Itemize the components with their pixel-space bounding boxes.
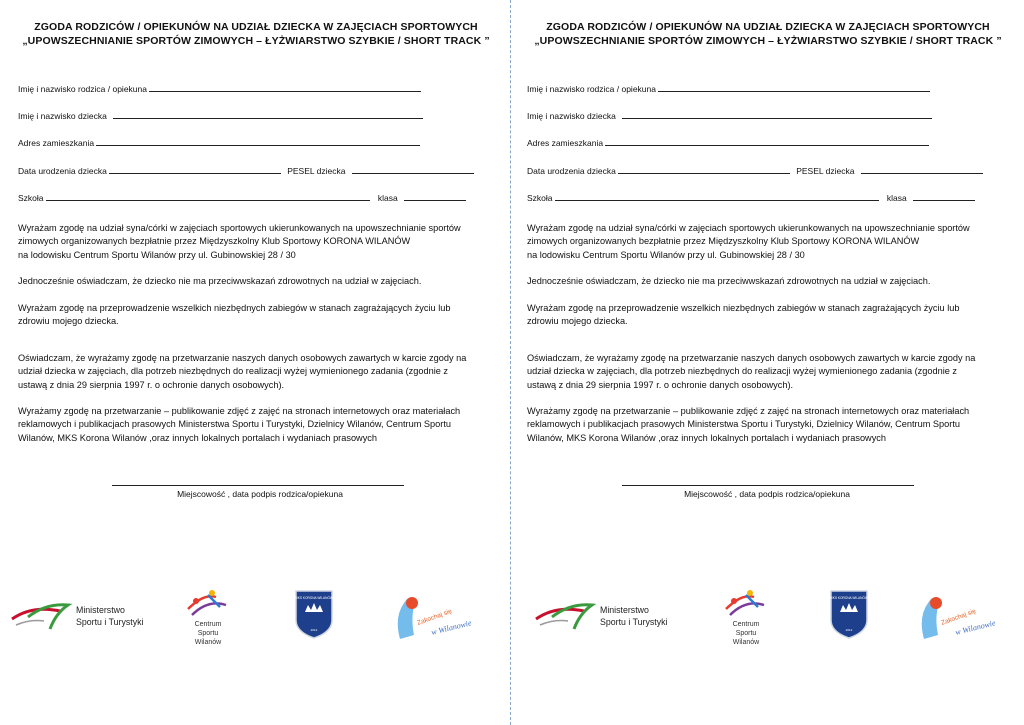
zakochaj-sie-w-wilanowie-logo-icon: [916, 587, 1016, 645]
parent-name-label: Imię i nazwisko rodzica / opiekuna: [527, 84, 656, 94]
medical-consent: Wyrażam zgodę na przeprowadzenie wszelkich niezbędnych zabiegów w stanach zagrażających życiu lub zdrowiu mojego dziecka.: [527, 303, 960, 327]
svg-text:Zakochaj się: Zakochaj się: [416, 607, 453, 627]
signature-label: Miejscowość , data podpis rodzica/opiekuna: [177, 489, 343, 499]
class-label: klasa: [886, 193, 907, 203]
child-name-field[interactable]: [527, 109, 932, 121]
form-copy-right: [512, 0, 1024, 725]
svg-text:w Wilanowie: w Wilanowie: [430, 618, 473, 637]
school-label: Szkoła: [527, 193, 553, 203]
signature-line[interactable]: [622, 485, 914, 486]
ministry-name: Ministerstwo Sportu i Turystyki: [76, 605, 144, 627]
zakochaj-sie-w-wilanowie-logo-icon: [392, 587, 492, 645]
birth-date-field[interactable]: [527, 164, 983, 176]
data-processing-consent: Oświadczam, że wyrażamy zgodę na przetwarzanie naszych danych osobowych zawartych w karcie zgody na udział dziecka w zajęciach, dla potrzeb niezbędnych do realizacji wyżej wymienionego zadania (zgodnie z ustawą z dnia 29 sierpnia 1997 r. o ochronie danych osobowych).: [18, 353, 467, 390]
school-label: Szkoła: [18, 193, 44, 203]
health-statement: Jednocześnie oświadczam, że dziecko nie ma przeciwwskazań zdrowotnych na udział w zajęciach.: [527, 276, 931, 286]
sponsor-logos: [0, 585, 512, 655]
form-title: [512, 20, 1024, 48]
centrum-sportu-logo-icon: [186, 587, 230, 621]
korona-wilanow-badge-icon: [293, 588, 335, 640]
school-field[interactable]: [18, 191, 466, 203]
title-line-2: „UPOWSZECHNIANIE SPORTÓW ZIMOWYCH – ŁYŻWIARSTWO SZYBKIE / SHORT TRACK ”: [22, 35, 490, 47]
svg-text:2012: 2012: [845, 628, 853, 632]
school-field[interactable]: [527, 191, 975, 203]
sponsor-logos: [512, 585, 1024, 655]
centrum-sportu-logo-icon: [724, 587, 768, 621]
parent-name-field[interactable]: [18, 82, 421, 94]
address-label: Adres zamieszkania: [527, 138, 604, 148]
address-label: Adres zamieszkania: [18, 138, 95, 148]
child-name-label: Imię i nazwisko dziecka: [527, 111, 616, 121]
korona-wilanow-badge-icon: [828, 588, 870, 640]
ministry-name: Ministerstwo Sportu i Turystyki: [600, 605, 668, 627]
class-label: klasa: [377, 193, 398, 203]
photo-publication-consent: Wyrażamy zgodę na przetwarzanie – publikowanie zdjęć z zajęć na stronach internetowych oraz materiałach reklamowych i publikacjach prasowych Ministerstwa Sportu i Turystyki, Dzielnicy Wilanów, Centrum Sportu Wilanów, MKS Korona Wilanów ,oraz innych lokalnych portalach i wydaniach prasowych: [18, 406, 461, 443]
title-line-1: ZGODA RODZICÓW / OPIEKUNÓW NA UDZIAŁ DZIECKA W ZAJĘCIACH SPORTOWYCH: [546, 21, 990, 33]
pesel-label: PESEL dziecka: [287, 166, 346, 176]
address-field[interactable]: [18, 136, 420, 148]
child-name-label: Imię i nazwisko dziecka: [18, 111, 107, 121]
health-statement: Jednocześnie oświadczam, że dziecko nie ma przeciwwskazań zdrowotnych na udział w zajęciach.: [18, 276, 422, 286]
birth-date-label: Data urodzenia dziecka: [18, 166, 107, 176]
data-processing-consent: Oświadczam, że wyrażamy zgodę na przetwarzanie naszych danych osobowych zawartych w karcie zgody na udział dziecka w zajęciach, dla potrzeb niezbędnych do realizacji wyżej wymienionego zadania (zgodnie z ustawą z dnia 29 sierpnia 1997 r. o ochronie danych osobowych).: [527, 353, 976, 390]
photo-publication-consent: Wyrażamy zgodę na przetwarzanie – publikowanie zdjęć z zajęć na stronach internetowych oraz materiałach reklamowych i publikacjach prasowych Ministerstwa Sportu i Turystyki, Dzielnicy Wilanów, Centrum Sportu Wilanów, MKS Korona Wilanów ,oraz innych lokalnych portalach i wydaniach prasowych: [527, 406, 970, 443]
signature-line[interactable]: [112, 485, 404, 486]
svg-text:2012: 2012: [310, 628, 318, 632]
centrum-sportu-name: Centrum Sportu Wilanów: [732, 621, 760, 646]
svg-text:Zakochaj się: Zakochaj się: [940, 607, 977, 627]
parent-name-field[interactable]: [527, 82, 930, 94]
consent-paragraph-1: Wyrażam zgodę na udział syna/córki w zajęciach sportowych ukierunkowanych na upowszechnianie sportów zimowych organizowanych bezpłatnie przez Międzyszkolny Klub Sportowy KORONA WILANÓW na lodowisku Centrum Sportu Wilanów przy ul. Gubinowskiej 28 / 30: [527, 223, 970, 260]
birth-date-field[interactable]: [18, 164, 474, 176]
ministry-logo-icon: [10, 599, 74, 635]
form-title: [0, 20, 512, 48]
pesel-label: PESEL dziecka: [796, 166, 855, 176]
centrum-sportu-name: Centrum Sportu Wilanów: [194, 621, 222, 646]
ministry-logo-icon: [534, 599, 598, 635]
svg-text:w Wilanowie: w Wilanowie: [954, 618, 997, 637]
signature-label: Miejscowość , data podpis rodzica/opiekuna: [684, 489, 850, 499]
child-name-field[interactable]: [18, 109, 423, 121]
medical-consent: Wyrażam zgodę na przeprowadzenie wszelkich niezbędnych zabiegów w stanach zagrażających życiu lub zdrowiu mojego dziecka.: [18, 303, 451, 327]
title-line-1: ZGODA RODZICÓW / OPIEKUNÓW NA UDZIAŁ DZIECKA W ZAJĘCIACH SPORTOWYCH: [34, 21, 478, 33]
parent-name-label: Imię i nazwisko rodzica / opiekuna: [18, 84, 147, 94]
svg-text:MKS KORONA WILANÓW: MKS KORONA WILANÓW: [830, 596, 868, 600]
consent-paragraph-1: Wyrażam zgodę na udział syna/córki w zajęciach sportowych ukierunkowanych na upowszechnianie sportów zimowych organizowanych bezpłatnie przez Międzyszkolny Klub Sportowy KORONA WILANÓW na lodowisku Centrum Sportu Wilanów przy ul. Gubinowskiej 28 / 30: [18, 223, 461, 260]
title-line-2: „UPOWSZECHNIANIE SPORTÓW ZIMOWYCH – ŁYŻWIARSTWO SZYBKIE / SHORT TRACK ”: [534, 35, 1002, 47]
birth-date-label: Data urodzenia dziecka: [527, 166, 616, 176]
svg-text:MKS KORONA WILANÓW: MKS KORONA WILANÓW: [295, 596, 333, 600]
address-field[interactable]: [527, 136, 929, 148]
